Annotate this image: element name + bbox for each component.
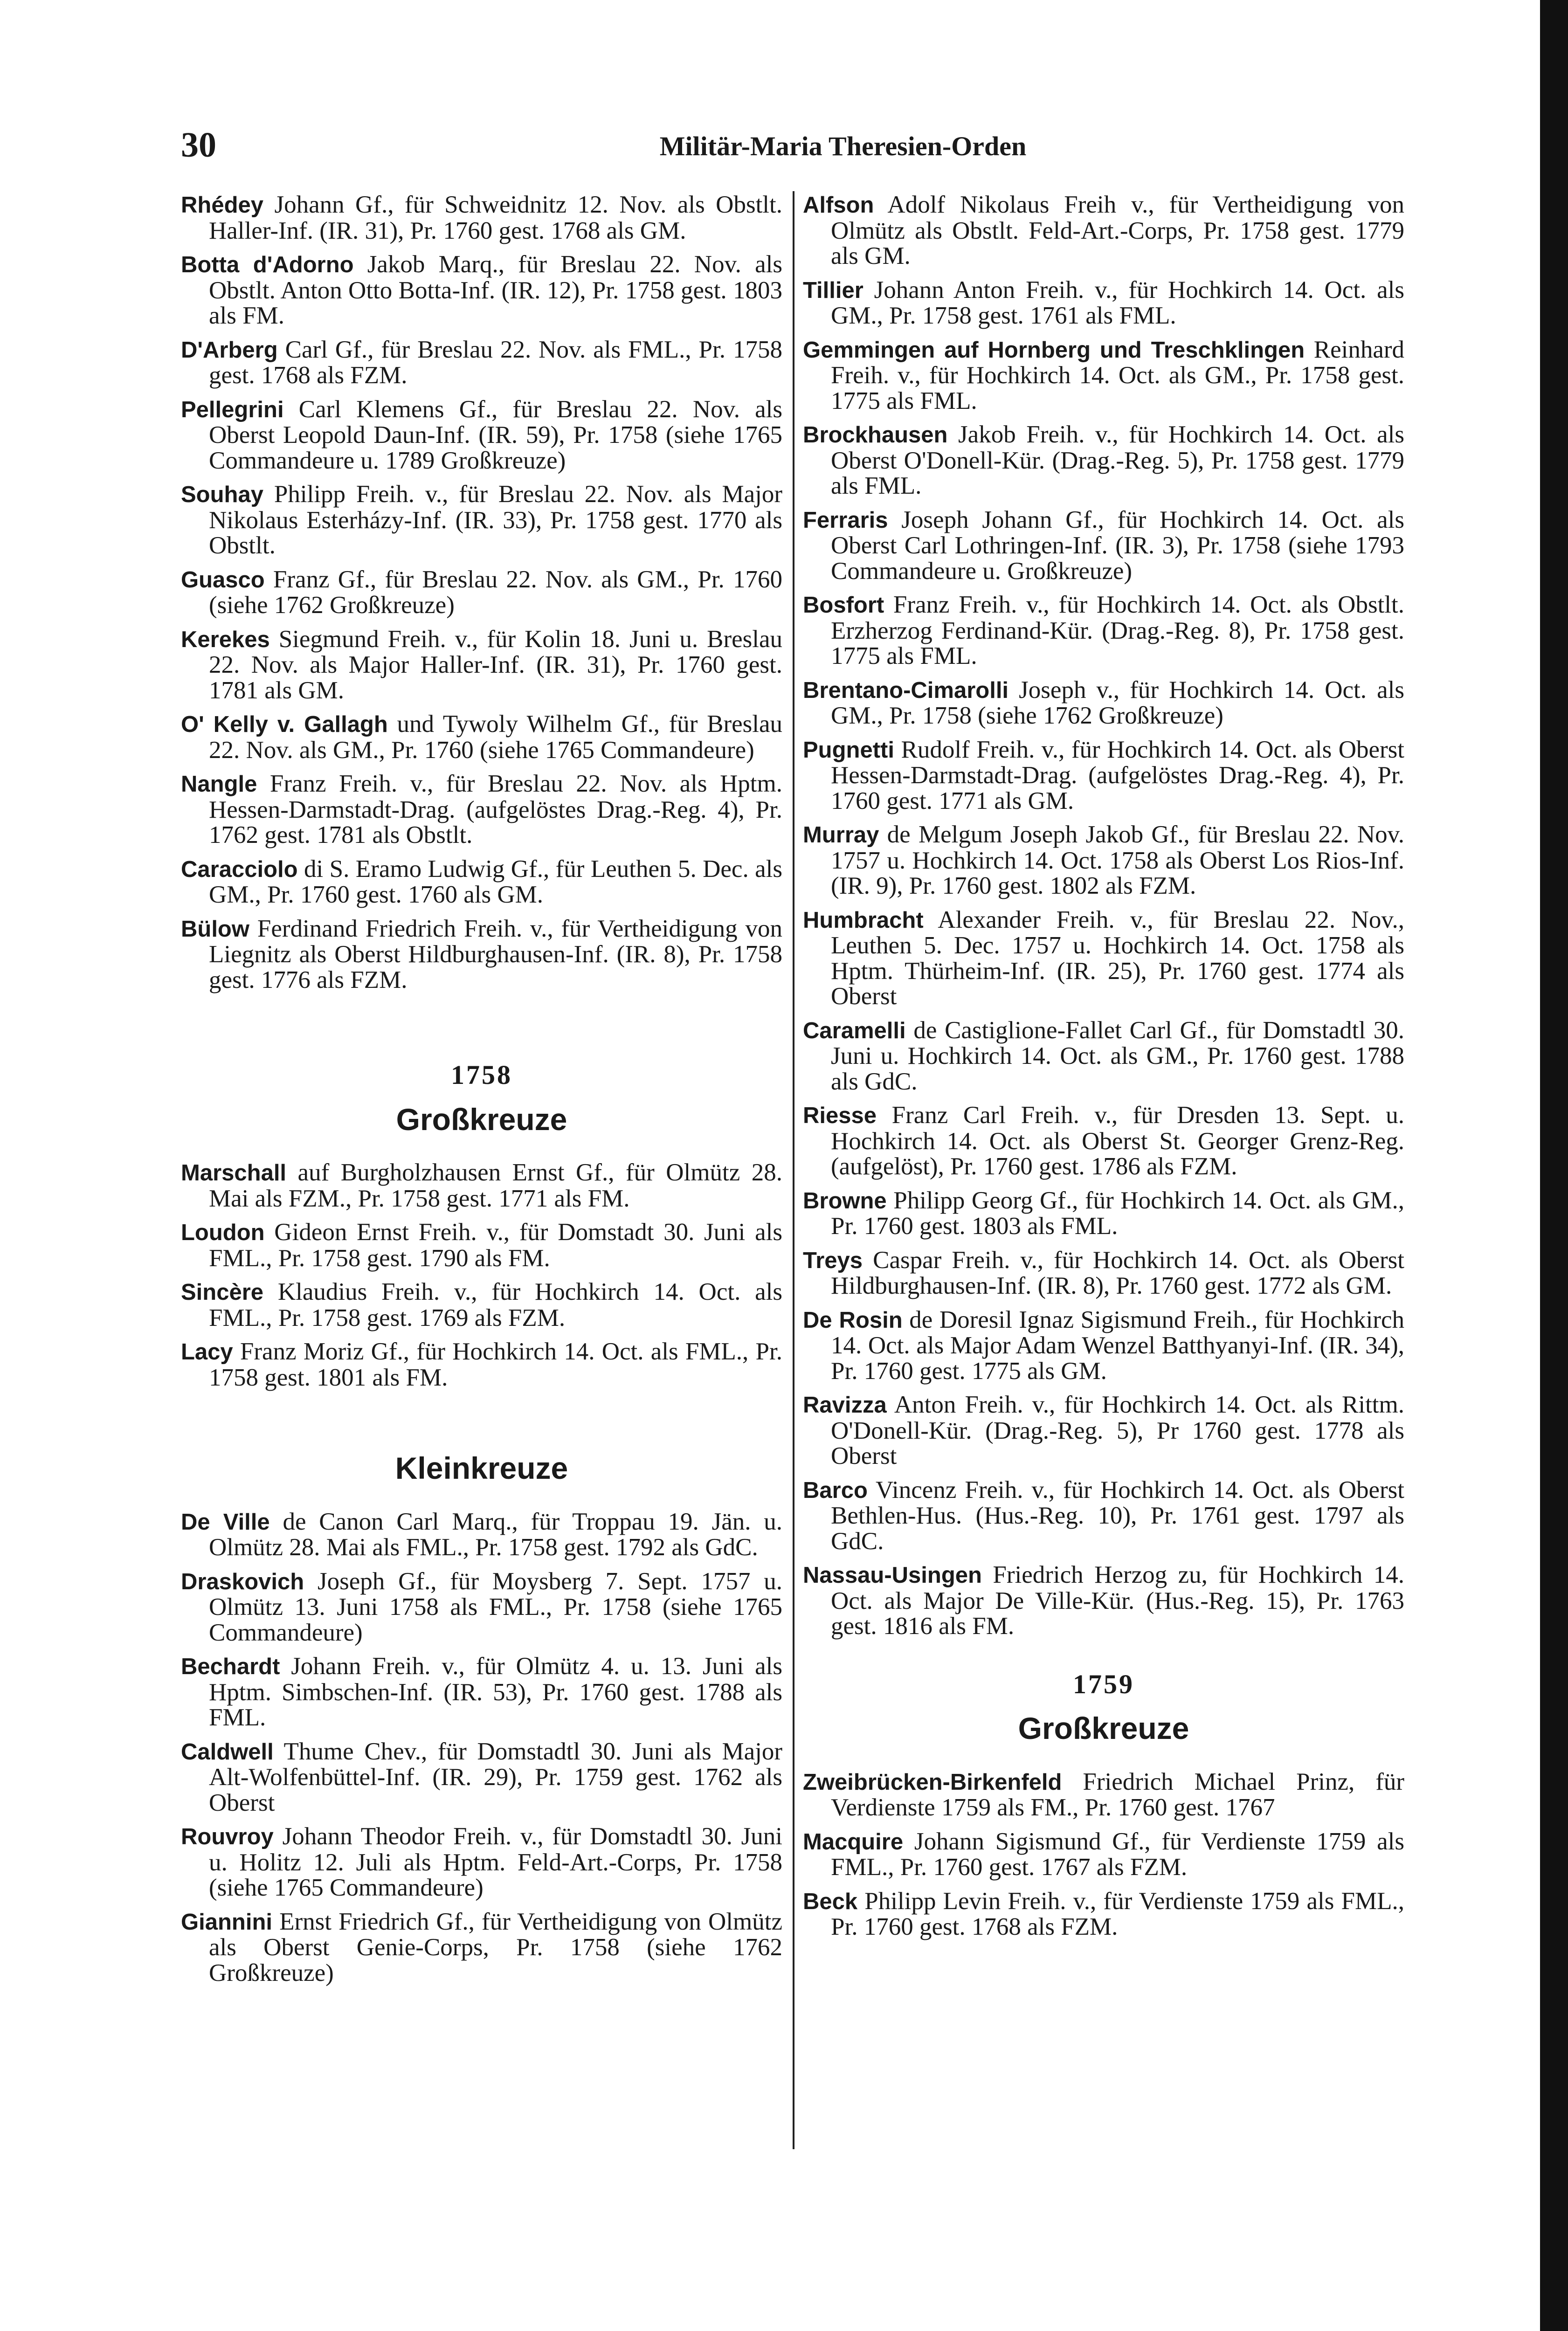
entry-name: Marschall bbox=[181, 1160, 287, 1186]
entry-name: Zweibrücken-Birkenfeld bbox=[803, 1769, 1062, 1795]
entry-text: Joseph Johann Gf., für Hochkirch 14. Oct. als Oberst Carl Lothringen-Inf. (IR. 3), Pr. 1758 (siehe 1793 Commandeure u. Großkreuze) bbox=[831, 506, 1404, 585]
entry-text: Johann Sigismund Gf., für Verdienste 1759 als FML., Pr. 1760 gest. 1767 als FZM. bbox=[831, 1828, 1404, 1881]
entry-text: Ernst Friedrich Gf., für Vertheidigung von Olmütz als Oberst Genie-Corps, Pr. 1758 (siehe 1762 Großkreuze) bbox=[209, 1908, 782, 1986]
entry-name: Caldwell bbox=[181, 1739, 274, 1765]
entry-text: Gideon Ernst Freih. v., für Domstadt 30. Juni als FML., Pr. 1758 gest. 1790 als FM. bbox=[209, 1219, 782, 1272]
entry-text: Johann Gf., für Schweidnitz 12. Nov. als Obstlt. Haller-Inf. (IR. 31), Pr. 1760 gest. 1768 als GM. bbox=[209, 191, 782, 244]
entry-text: de Melgum Joseph Jakob Gf., für Breslau 22. Nov. 1757 u. Hochkirch 14. Oct. 1758 als Oberst Los Rios-Inf. (IR. 9), Pr. 1760 gest. 1802 als FZM. bbox=[831, 821, 1404, 899]
entry-name: Bosfort bbox=[803, 593, 884, 618]
entry-text: Friedrich Herzog zu, für Hochkirch 14. Oct. als Major De Ville-Kür. (Hus.-Reg. 15), Pr. 1763 gest. 1816 als FM. bbox=[831, 1561, 1404, 1640]
entry bbox=[181, 1569, 782, 1646]
entry-text: Johann Anton Freih. v., für Hochkirch 14. Oct. als GM., Pr. 1758 gest. 1761 als FML. bbox=[831, 276, 1404, 329]
entry-text: Jakob Marq., für Breslau 22. Nov. als Obstlt. Anton Otto Botta-Inf. (IR. 12), Pr. 1758 gest. 1803 als FM. bbox=[209, 251, 782, 329]
entry-name: Brentano-Cimarolli bbox=[803, 677, 1009, 703]
entry-name: Lacy bbox=[181, 1339, 233, 1365]
entry-text: Franz Carl Freih. v., für Dresden 13. Sept. u. Hochkirch 14. Oct. als Oberst St. Georger Grenz-Reg. (aufgelöst), Pr. 1760 gest. 1786 als FZM. bbox=[831, 1102, 1404, 1180]
entry-name: Brockhausen bbox=[803, 422, 948, 448]
entry-name: De Rosin bbox=[803, 1307, 903, 1333]
entry bbox=[181, 627, 782, 703]
entry-text: Caspar Freih. v., für Hochkirch 14. Oct. als Oberst Hildburghausen-Inf. (IR. 8), Pr. 1760 gest. 1772 als GM. bbox=[831, 1246, 1404, 1299]
entry-text: Carl Klemens Gf., für Breslau 22. Nov. als Oberst Leopold Daun-Inf. (IR. 59), Pr. 1758 (siehe 1765 Commandeure u. 1789 Großkreuze) bbox=[209, 395, 782, 474]
entry-name: Pellegrini bbox=[181, 397, 284, 422]
entry-name: Riesse bbox=[803, 1103, 877, 1128]
entry bbox=[803, 1307, 1404, 1384]
entry-text: Klaudius Freih. v., für Hochkirch 14. Oct. als FML., Pr. 1758 gest. 1769 als FZM. bbox=[209, 1278, 782, 1331]
entry-text: Alexander Freih. v., für Breslau 22. Nov., Leuthen 5. Dec. 1757 u. Hochkirch 14. Oct. 1758 als Hptm. Thürheim-Inf. (IR. 25), Pr. 1760 gest. 1774 als Oberst bbox=[831, 906, 1404, 1010]
entry-name: Nassau-Usingen bbox=[803, 1563, 982, 1588]
entry-text: Philipp Freih. v., für Breslau 22. Nov. als Major Nikolaus Esterházy-Inf. (IR. 33), Pr. 1758 gest. 1770 als Obstlt. bbox=[209, 481, 782, 559]
entry-text: Franz Freih. v., für Breslau 22. Nov. als Hptm. Hessen-Darmstadt-Drag. (aufgelöstes Drag.-Reg. 4), Pr. 1762 gest. 1781 als Obstlt. bbox=[209, 770, 782, 848]
entry-name: Draskovich bbox=[181, 1569, 304, 1594]
entry-name: Bechardt bbox=[181, 1654, 280, 1679]
entry-name: Ravizza bbox=[803, 1393, 887, 1418]
entry-text: Vincenz Freih. v., für Hochkirch 14. Oct. als Oberst Bethlen-Hus. (Hus.-Reg. 10), Pr. 1761 gest. 1797 als GdC. bbox=[831, 1476, 1404, 1555]
entry-name: O' Kelly v. Gallagh bbox=[181, 712, 388, 737]
entry-text: Ferdinand Friedrich Freih. v., für Vertheidigung von Liegnitz als Oberst Hildburghausen-Inf. (IR. 8), Pr. 1758 gest. 1776 als FZM. bbox=[209, 915, 782, 993]
entry-name: Souhay bbox=[181, 482, 263, 507]
entry-name: Ferraris bbox=[803, 507, 888, 533]
left-kleinkreuze-entries bbox=[181, 1509, 782, 1986]
entry-text: de Doresil Ignaz Sigismund Freih., für Hochkirch 14. Oct. als Major Adam Wenzel Batthyanyi-Inf. (IR. 34), Pr. 1760 gest. 1775 als GM. bbox=[831, 1306, 1404, 1385]
entry bbox=[181, 567, 782, 618]
entry bbox=[803, 507, 1404, 584]
entry-text: de Canon Carl Marq., für Troppau 19. Jän. u. Olmütz 28. Mai als FML., Pr. 1758 gest. 1792 als GdC. bbox=[209, 1508, 782, 1561]
entry bbox=[181, 916, 782, 993]
entry bbox=[181, 192, 782, 243]
entry-name: Gemmingen auf Hornberg und Treschklingen bbox=[803, 337, 1305, 363]
entry-name: Beck bbox=[803, 1889, 858, 1914]
entry bbox=[803, 422, 1404, 499]
entry-name: Caracciolo bbox=[181, 856, 298, 882]
entry-name: De Ville bbox=[181, 1509, 270, 1535]
entry bbox=[803, 822, 1404, 899]
entry bbox=[181, 337, 782, 388]
entry-name: Rhédey bbox=[181, 193, 264, 218]
entry-text: und Tywoly Wilhelm Gf., für Breslau 22. Nov. als GM., Pr. 1760 (siehe 1765 Commandeure) bbox=[209, 710, 782, 764]
entry-name: Bülow bbox=[181, 916, 249, 942]
entry-name: Murray bbox=[803, 822, 879, 848]
entry bbox=[181, 1509, 782, 1560]
running-title: Militär-Maria Theresien-Orden bbox=[659, 131, 1027, 161]
entry-text: Adolf Nikolaus Freih v., für Vertheidigung von Olmütz als Obstlt. Feld-Art.-Corps, Pr. 1758 gest. 1779 als GM. bbox=[831, 191, 1404, 269]
entry-text: Joseph Gf., für Moysberg 7. Sept. 1757 u. Olmütz 13. Juni 1758 als FML., Pr. 1758 (siehe 1765 Commandeure) bbox=[209, 1567, 782, 1646]
entry bbox=[803, 1829, 1404, 1880]
entry-text: Franz Freih. v., für Hochkirch 14. Oct. als Obstlt. Erzherzog Ferdinand-Kür. (Drag.-Reg. 8), Pr. 1758 gest. 1775 als FML. bbox=[831, 591, 1404, 669]
entry-name: Humbracht bbox=[803, 907, 924, 933]
entry bbox=[181, 856, 782, 908]
entry-text: Johann Freih. v., für Olmütz 4. u. 13. Juni als Hptm. Simbschen-Inf. (IR. 53), Pr. 1760 gest. 1788 als FML. bbox=[209, 1653, 782, 1731]
entry bbox=[181, 1339, 782, 1390]
entry bbox=[181, 1654, 782, 1731]
page-number: 30 bbox=[181, 125, 216, 165]
entry-text: Jakob Freih. v., für Hochkirch 14. Oct. als Oberst O'Donell-Kür. (Drag.-Reg. 5), Pr. 1758 gest. 1779 als FML. bbox=[831, 421, 1404, 499]
entry-name: Botta d'Adorno bbox=[181, 252, 354, 277]
entry-text: Philipp Levin Freih. v., für Verdienste 1759 als FML., Pr. 1760 gest. 1768 als FZM. bbox=[831, 1887, 1404, 1940]
entry bbox=[803, 592, 1404, 669]
entry bbox=[181, 397, 782, 474]
entry-text: Siegmund Freih. v., für Kolin 18. Juni u. Breslau 22. Nov. als Major Haller-Inf. (IR. 31), Pr. 1760 gest. 1781 als GM. bbox=[209, 625, 782, 704]
entry-name: Tillier bbox=[803, 277, 863, 303]
entry bbox=[803, 1103, 1404, 1179]
entry bbox=[803, 1477, 1404, 1554]
entry-text: Carl Gf., für Breslau 22. Nov. als FML., Pr. 1758 gest. 1768 als FZM. bbox=[209, 336, 782, 389]
entry bbox=[803, 1018, 1404, 1095]
entry-name: Treys bbox=[803, 1248, 863, 1273]
entry bbox=[181, 1220, 782, 1271]
entry-name: Macquire bbox=[803, 1829, 904, 1855]
entry bbox=[803, 1188, 1404, 1239]
entry-name: Pugnetti bbox=[803, 737, 894, 763]
entry-text: Joseph v., für Hochkirch 14. Oct. als GM., Pr. 1758 (siehe 1762 Großkreuze) bbox=[831, 676, 1404, 729]
entry-name: Loudon bbox=[181, 1220, 265, 1245]
entry bbox=[181, 711, 782, 763]
entry bbox=[803, 677, 1404, 729]
entry bbox=[181, 771, 782, 848]
entry-text: di S. Eramo Ludwig Gf., für Leuthen 5. Dec. als GM., Pr. 1760 gest. 1760 als GM. bbox=[209, 855, 782, 908]
entry-text: Thume Chev., für Domstadtl 30. Juni als Major Alt-Wolfenbüttel-Inf. (IR. 29), Pr. 1759 gest. 1762 als Oberst bbox=[209, 1738, 782, 1816]
entry-text: Reinhard Freih. v., für Hochkirch 14. Oct. als GM., Pr. 1758 gest. 1775 als FML. bbox=[831, 336, 1404, 414]
entry-name: Nangle bbox=[181, 772, 257, 797]
year-heading: 1758 bbox=[451, 1060, 512, 1090]
entry bbox=[181, 252, 782, 329]
entry-text: de Castiglione-Fallet Carl Gf., für Domstadtl 30. Juni u. Hochkirch 14. Oct. als GM., Pr. 1760 gest. 1788 als GdC. bbox=[831, 1016, 1404, 1095]
right-top-entries bbox=[803, 192, 1404, 1639]
entry bbox=[803, 1392, 1404, 1469]
section-heading-kleinkreuze: Kleinkreuze bbox=[395, 1451, 568, 1485]
entry-name: Caramelli bbox=[803, 1018, 906, 1043]
entry-name: Kerekes bbox=[181, 627, 270, 652]
entry-name: Guasco bbox=[181, 567, 265, 593]
entry-text: auf Burgholzhausen Ernst Gf., für Olmütz 28. Mai als FZM., Pr. 1758 gest. 1771 als FM. bbox=[209, 1159, 782, 1212]
entry-name: Sincère bbox=[181, 1280, 264, 1305]
entry bbox=[803, 1889, 1404, 1940]
entry bbox=[181, 1739, 782, 1816]
entry-text: Rudolf Freih. v., für Hochkirch 14. Oct. als Oberst Hessen-Darmstadt-Drag. (aufgelöstes Drag.-Reg. 4), Pr. 1760 gest. 1771 als GM. bbox=[831, 736, 1404, 814]
entry-text: Franz Gf., für Breslau 22. Nov. als GM., Pr. 1760 (siehe 1762 Großkreuze) bbox=[209, 566, 782, 619]
entry bbox=[803, 1248, 1404, 1299]
entry bbox=[803, 907, 1404, 1009]
entry-text: Johann Theodor Freih. v., für Domstadtl 30. Juni u. Holitz 12. Juli als Hptm. Feld-Art.-Corps, Pr. 1758 (siehe 1765 Commandeure) bbox=[209, 1823, 782, 1901]
entry-text: Philipp Georg Gf., für Hochkirch 14. Oct. als GM., Pr. 1760 gest. 1803 als FML. bbox=[831, 1186, 1404, 1240]
entry bbox=[803, 277, 1404, 329]
right-grosskreuze-entries bbox=[803, 1769, 1404, 1940]
column-divider bbox=[793, 191, 794, 2149]
entry bbox=[803, 1562, 1404, 1639]
entry-name: Rouvroy bbox=[181, 1824, 274, 1849]
section-heading-grosskreuze: Großkreuze bbox=[396, 1102, 567, 1137]
left-grosskreuze-entries bbox=[181, 1160, 782, 1390]
left-top-entries bbox=[181, 192, 782, 993]
entry bbox=[181, 1160, 782, 1211]
entry bbox=[181, 1909, 782, 1986]
entry bbox=[803, 192, 1404, 269]
left-column bbox=[181, 192, 782, 1994]
entry-name: Browne bbox=[803, 1188, 887, 1214]
entry-text: Friedrich Michael Prinz, für Verdienste 1759 als FM., Pr. 1760 gest. 1767 bbox=[831, 1768, 1404, 1821]
right-column bbox=[803, 192, 1404, 1948]
section-heading-grosskreuze: Großkreuze bbox=[1018, 1711, 1189, 1745]
entry-text: Anton Freih. v., für Hochkirch 14. Oct. als Rittm. O'Donell-Kür. (Drag.-Reg. 5), Pr 1760 gest. 1778 als Oberst bbox=[831, 1391, 1404, 1469]
entry bbox=[803, 1769, 1404, 1821]
entry bbox=[181, 482, 782, 559]
entry-text: Franz Moriz Gf., für Hochkirch 14. Oct. als FML., Pr. 1758 gest. 1801 als FM. bbox=[209, 1338, 782, 1391]
scan-edge bbox=[1540, 0, 1568, 2331]
entry-name: Alfson bbox=[803, 193, 874, 218]
year-heading: 1759 bbox=[1073, 1669, 1134, 1699]
entry-name: D'Arberg bbox=[181, 337, 278, 363]
entry-name: Barco bbox=[803, 1477, 868, 1503]
entry bbox=[181, 1279, 782, 1331]
entry bbox=[803, 337, 1404, 414]
page-header bbox=[181, 125, 1505, 167]
entry bbox=[803, 737, 1404, 814]
entry bbox=[181, 1824, 782, 1901]
entry-name: Giannini bbox=[181, 1909, 272, 1935]
